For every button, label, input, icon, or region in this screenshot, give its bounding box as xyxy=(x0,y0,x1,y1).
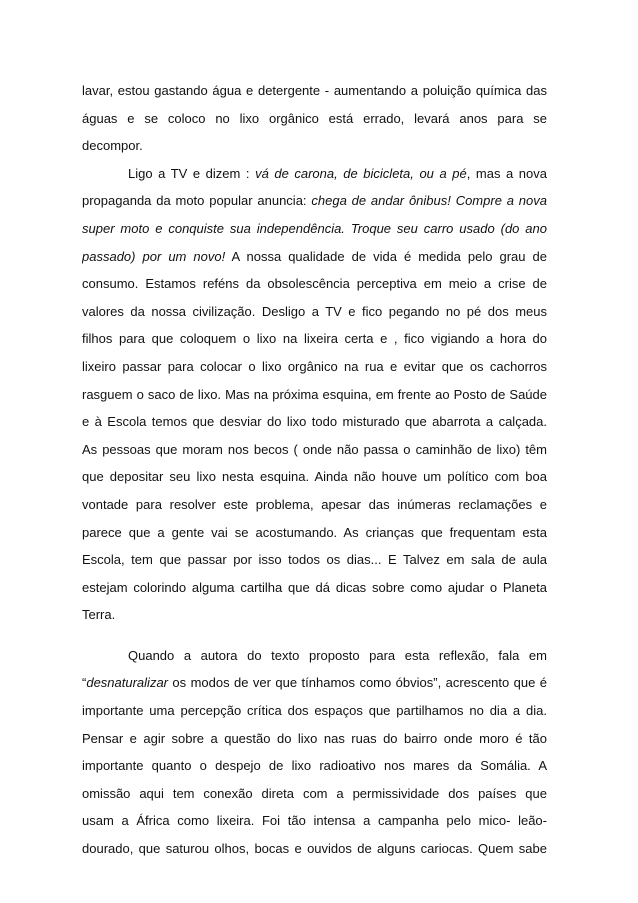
text-run: , mas a nova xyxy=(466,165,547,181)
paragraph-2 xyxy=(82,166,547,635)
text-line xyxy=(82,249,547,277)
paragraph-gap xyxy=(82,635,547,648)
text-line: filhos para que coloquem o lixo na lixeira certa e , fico vigiando a hora do xyxy=(82,331,547,347)
text-line: Pensar e agir sobre a questão do lixo nas ruas do bairro onde moro é tão xyxy=(82,730,547,746)
text-line: usam a África como lixeira. Foi tão intensa a campanha pelo mico- leão- xyxy=(82,813,547,829)
text-line: lavar, estou gastando água e detergente - aumentando a poluição química das xyxy=(82,83,547,98)
text-line: Escola, tem que passar por isso todos os dias... E Talvez em sala de aula xyxy=(82,552,547,568)
text-line xyxy=(82,193,547,221)
text-line: que depositar seu lixo nesta esquina. Ainda não houve um político com boa xyxy=(82,469,547,485)
italic-text: vá de carona, de bicicleta, ou a pé xyxy=(255,165,467,181)
text-line: dourado, que saturou olhos, bocas e ouvidos de alguns cariocas. Quem sabe xyxy=(82,841,547,857)
text-line: e à Escola temos que desviar do lixo todo misturado que abarrota a calçada. xyxy=(82,414,547,430)
italic-text: passado) por um novo! xyxy=(82,248,226,264)
text-line: As pessoas que moram nos becos ( onde não passa o caminhão de lixo) têm xyxy=(82,441,547,457)
text-line xyxy=(82,675,547,703)
text-run: “ xyxy=(82,675,87,691)
text-run: os modos de ver que tínhamos como óbvios”, acrescento que é xyxy=(168,675,547,691)
text-line: omissão aqui tem conexão direta com a permissividade dos países que xyxy=(82,785,547,801)
text-line: consumo. Estamos reféns da obsolescência perceptiva em meio a crise de xyxy=(82,276,547,292)
text-line: rasguem o saco de lixo. Mas na próxima esquina, em frente ao Posto de Saúde xyxy=(82,386,547,402)
text-run: propaganda da moto popular anuncia: xyxy=(82,193,307,209)
italic-text: desnaturalizar xyxy=(86,675,168,691)
text-line: Quando a autora do texto proposto para esta reflexão, fala em xyxy=(128,647,547,663)
text-line xyxy=(82,221,547,249)
text-line: estejam colorindo alguma cartilha que dá dicas sobre como ajudar o Planeta xyxy=(82,579,547,595)
text-line: importante uma percepção crítica dos espaços que partilhamos no dia a dia. xyxy=(82,703,547,719)
text-line: importante quanto o despejo de lixo radioativo nos mares da Somália. A xyxy=(82,758,547,774)
text-line xyxy=(82,166,547,194)
text-line: lixeiro passar para colocar o lixo orgânico na rua e evitar que os cachorros xyxy=(82,358,547,374)
italic-text: chega de andar ônibus! Compre a nova xyxy=(311,193,547,209)
document-body xyxy=(82,83,547,869)
text-run: Ligo a TV e dizem : xyxy=(128,165,250,181)
text-line: decompor. xyxy=(82,138,143,154)
text-line: Terra. xyxy=(82,607,116,623)
paragraph-3 xyxy=(82,648,547,869)
paragraph-1 xyxy=(82,83,547,166)
text-run: A nossa qualidade de vida é medida pelo grau de xyxy=(231,248,547,264)
italic-text: super moto e conquiste sua independência. Troque seu carro usado (do ano xyxy=(82,220,547,236)
text-line: vontade para resolver este problema, apesar das inúmeras reclamações e xyxy=(82,496,547,512)
text-line: parece que a gente vai se acostumando. As crianças que frequentam esta xyxy=(82,524,547,540)
text-line: águas e se coloco no lixo orgânico está errado, levará anos para se xyxy=(82,110,547,126)
text-line: valores da nossa civilização. Desligo a TV e fico pegando no pé dos meus xyxy=(82,303,547,319)
